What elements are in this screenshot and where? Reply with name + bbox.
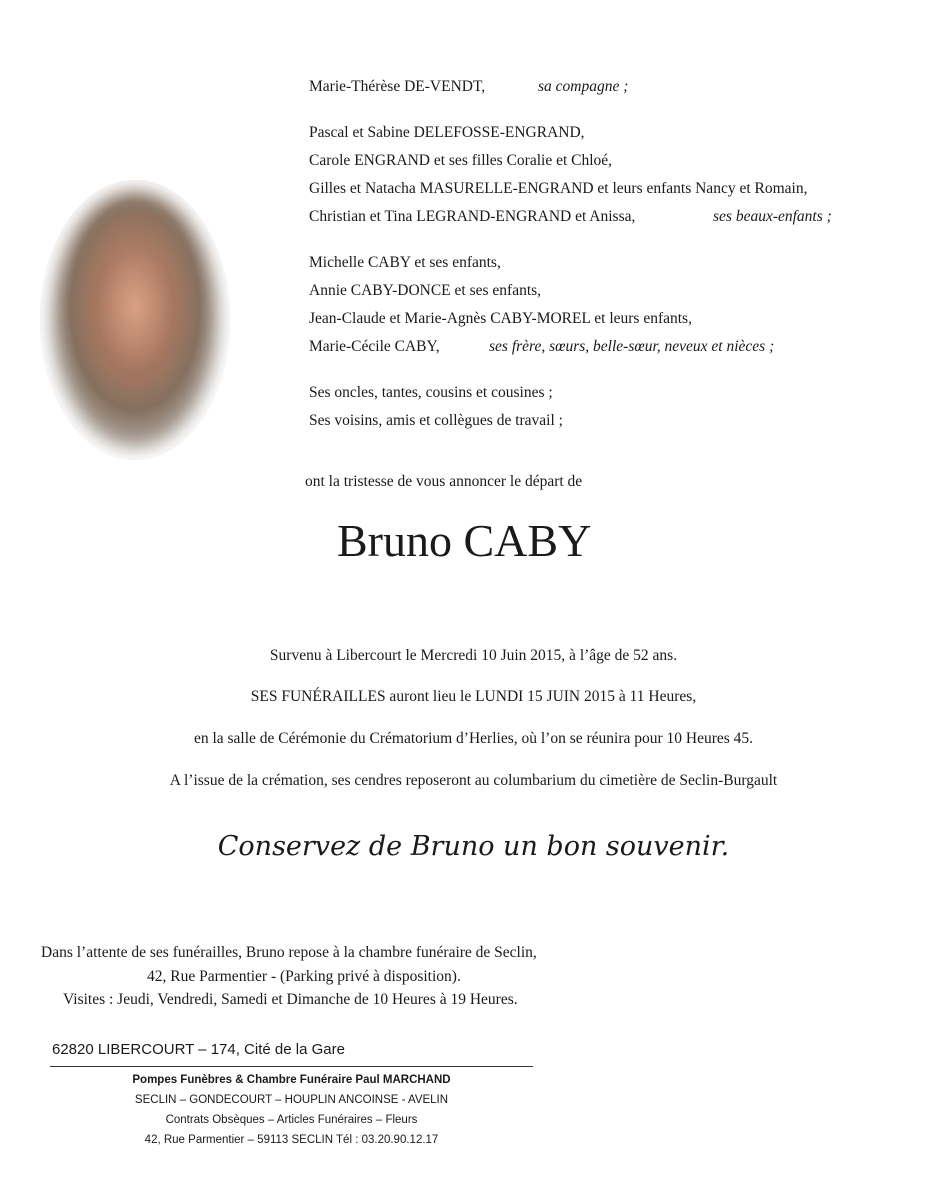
family-member-line: Michelle CABY et ses enfants, (309, 254, 501, 271)
funeral-home-footer (50, 1070, 533, 1150)
family-member-line: Jean-Claude et Marie-Agnès CABY-MOREL et leurs enfants, (309, 310, 692, 327)
visitation-hours: Visites : Jeudi, Vendredi, Samedi et Dimanche de 10 Heures à 19 Heures. (63, 991, 518, 1008)
ashes-location: A l’issue de la crémation, ses cendres reposeront au columbarium du cimetière de Seclin-Burgault (169, 772, 778, 789)
children-role: ses beaux-enfants ; (713, 208, 832, 225)
death-details: Survenu à Libercourt le Mercredi 10 Juin 2015, à l’âge de 52 ans. (269, 647, 678, 664)
family-group-others (309, 379, 563, 435)
family-member-line: Ses voisins, amis et collègues de travail ; (309, 412, 563, 429)
funeral-date: SES FUNÉRAILLES auront lieu le LUNDI 15 JUIN 2015 à 11 Heures, (250, 688, 697, 705)
family-member-line: Gilles et Natacha MASURELLE-ENGRAND et leurs enfants Nancy et Romain, (309, 180, 808, 197)
family-member-line: Carole ENGRAND et ses filles Coralie et Chloé, (309, 152, 613, 169)
visitation-address: 42, Rue Parmentier - (Parking privé à disposition). (147, 968, 461, 985)
family-address: 62820 LIBERCOURT – 174, Cité de la Gare (52, 1041, 345, 1058)
spouse-line (309, 73, 485, 101)
family-member-line: Ses oncles, tantes, cousins et cousines ; (309, 384, 553, 401)
family-member-line: Christian et Tina LEGRAND-ENGRAND et Anissa, (309, 208, 636, 225)
family-member-line: Marie-Cécile CABY, (309, 338, 440, 355)
footer-divider (50, 1066, 533, 1067)
family-member-line: Annie CABY-DONCE et ses enfants, (309, 282, 542, 299)
memorial-quote: Conservez de Bruno un bon souvenir. (217, 831, 730, 862)
funeral-home-name: Pompes Funèbres & Chambre Funéraire Paul MARCHAND (132, 1074, 451, 1086)
announcement-text: ont la tristesse de vous annoncer le départ de (305, 473, 583, 490)
funeral-home-services: Contrats Obsèques – Articles Funéraires – Fleurs (165, 1114, 418, 1126)
ceremony-location: en la salle de Cérémonie du Crématorium d’Herlies, où l’on se réunira pour 10 Heures 45. (193, 730, 754, 747)
spouse-role: sa compagne ; (538, 78, 629, 95)
visitation-line: Dans l’attente de ses funérailles, Bruno repose à la chambre funéraire de Seclin, (41, 944, 537, 961)
funeral-home-towns: SECLIN – GONDECOURT – HOUPLIN ANCOINSE - AVELIN (134, 1094, 449, 1106)
deceased-name: Bruno CABY (337, 515, 592, 566)
portrait-photo (40, 180, 230, 460)
portrait-face (85, 250, 185, 390)
siblings-role: ses frère, sœurs, belle-sœur, neveux et nièces ; (489, 338, 775, 355)
family-member-line: Pascal et Sabine DELEFOSSE-ENGRAND, (309, 124, 585, 141)
spouse-name: Marie-Thérèse DE-VENDT, (309, 78, 486, 95)
funeral-home-contact: 42, Rue Parmentier – 59113 SECLIN Tél : 03.20.90.12.17 (144, 1134, 439, 1146)
